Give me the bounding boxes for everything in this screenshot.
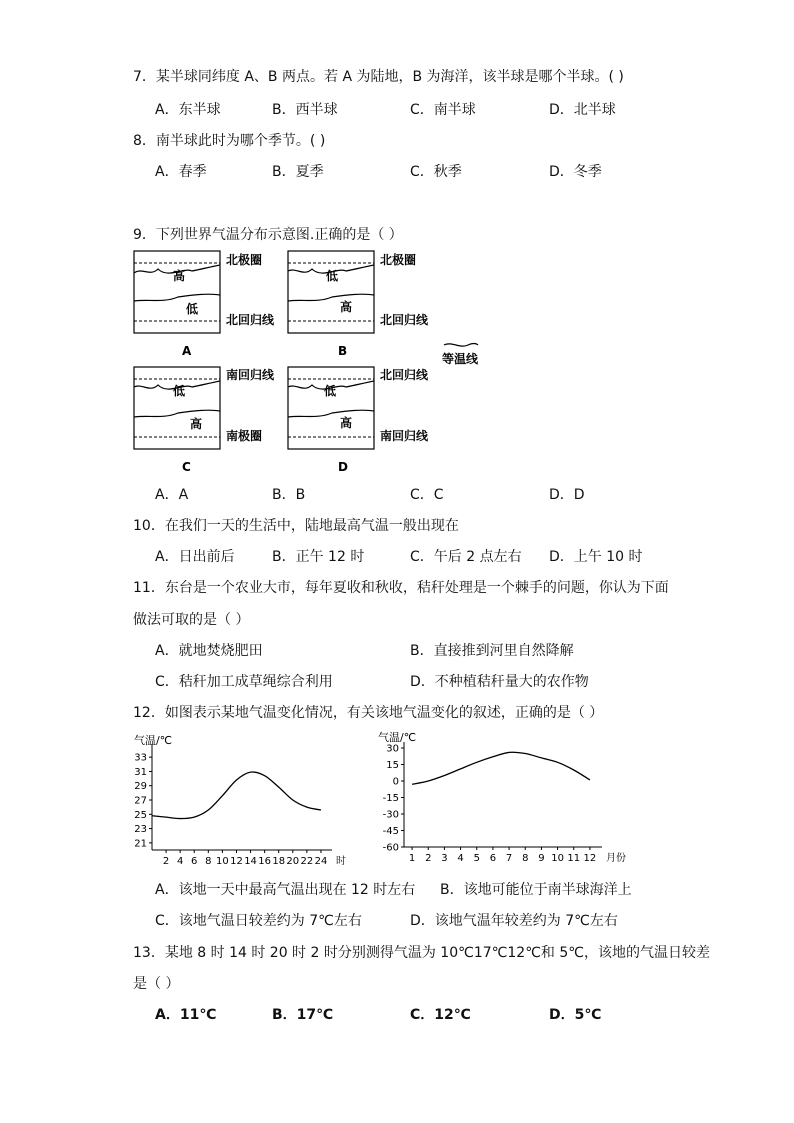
- x-tick-label: 9: [538, 853, 545, 864]
- x-tick-label: 16: [258, 856, 272, 867]
- map-d-lower-label: 高: [340, 416, 353, 430]
- x-tick-label: 12: [230, 856, 243, 867]
- map-a: [134, 251, 275, 358]
- q11-stem-line1: 11．东台是一个农业大市，每年夏收和秋收，秸秆处理是一个棘手的问题，你认为下面: [133, 580, 669, 596]
- x-tick-label: 4: [176, 856, 184, 867]
- x-tick-label: 6: [489, 853, 497, 864]
- q11-option-c[interactable]: C．秸秆加工成草绳综合利用: [155, 674, 333, 690]
- q12-option-a[interactable]: A．该地一天中最高气温出现在 12 时左右: [155, 882, 416, 898]
- x-tick-label: 7: [505, 853, 513, 864]
- isotherm-legend: [442, 344, 479, 367]
- q13-stem-line1: 13．某地 8 时 14 时 20 时 2 时分别测得气温为 10℃17℃12℃和 5℃，该地的气温日较差: [133, 945, 710, 961]
- q11-option-b[interactable]: B．直接推到河里自然降解: [410, 643, 574, 659]
- q10-option-c[interactable]: C．午后 2 点左右: [410, 549, 522, 565]
- daily-temperature-chart: [128, 728, 358, 868]
- y-tick-label: 31: [134, 766, 147, 778]
- annual-temperature-line: [412, 752, 590, 784]
- map-a-bottom-line-label: 北回归线: [226, 313, 275, 327]
- x-tick-label: 24: [314, 856, 328, 867]
- q9-option-c[interactable]: C．C: [410, 487, 444, 503]
- q10-option-a[interactable]: A．日出前后: [155, 549, 235, 565]
- q10-option-d[interactable]: D．上午 10 时: [549, 549, 643, 565]
- q9-option-d[interactable]: D．D: [549, 487, 585, 503]
- y-tick-label: 15: [386, 760, 399, 771]
- q13-option-b[interactable]: B．17℃: [272, 1007, 334, 1023]
- q11-option-d[interactable]: D．不种植秸秆量大的农作物: [410, 674, 589, 690]
- map-d-top-line-label: 北回归线: [380, 368, 429, 382]
- y-tick-label: 29: [134, 781, 147, 793]
- x-axis-label: 月份: [606, 853, 626, 864]
- x-tick-label: 5: [473, 853, 480, 864]
- y-tick-label: 33: [134, 752, 147, 764]
- x-tick-label: 18: [272, 856, 286, 867]
- q8-option-a[interactable]: A．春季: [155, 164, 207, 180]
- q7-option-d[interactable]: D．北半球: [549, 102, 616, 118]
- q12-stem: 12．如图表示某地气温变化情况，有关该地气温变化的叙述，正确的是（ ）: [133, 705, 604, 721]
- y-tick-label: 27: [134, 795, 147, 807]
- y-tick-label: -45: [382, 826, 399, 837]
- x-tick-label: 12: [583, 853, 597, 864]
- q10-option-b[interactable]: B．正午 12 时: [272, 549, 365, 565]
- q8-option-d[interactable]: D．冬季: [549, 164, 602, 180]
- q13-option-d[interactable]: D．5℃: [549, 1007, 602, 1023]
- annual-chart-ylabel: 气温/℃: [378, 731, 417, 744]
- x-tick-label: 1: [408, 853, 416, 864]
- x-tick-label: 6: [191, 856, 198, 867]
- x-tick-label: 4: [457, 853, 464, 864]
- x-tick-label: 11: [567, 853, 581, 864]
- q12-option-b[interactable]: B．该地可能位于南半球海洋上: [440, 882, 632, 898]
- q8-stem: 8．南半球此时为哪个季节。( ): [133, 133, 326, 149]
- q8-option-c[interactable]: C．秋季: [410, 164, 462, 180]
- q9-option-a[interactable]: A．A: [155, 487, 189, 503]
- isotherm-legend-symbol: [444, 344, 478, 347]
- daily-temperature-line: [152, 772, 321, 819]
- q13-option-a[interactable]: A．11℃: [155, 1007, 217, 1023]
- x-tick-label: 2: [425, 853, 432, 864]
- map-b: [288, 251, 429, 358]
- q12-option-d[interactable]: D．该地气温年较差约为 7℃左右: [410, 913, 618, 929]
- q9-stem: 9．下列世界气温分布示意图.正确的是（ ）: [133, 227, 403, 243]
- x-tick-label: 20: [286, 856, 300, 867]
- x-axis-label: 时: [336, 856, 346, 867]
- map-c-lower-label: 高: [190, 417, 203, 431]
- map-a-upper-label: 高: [173, 269, 186, 283]
- q8-option-b[interactable]: B．夏季: [272, 164, 324, 180]
- y-tick-label: -60: [382, 842, 399, 854]
- annual-temperature-chart: [370, 728, 640, 868]
- map-b-lower-label: 高: [340, 300, 353, 314]
- map-c-letter: C: [182, 460, 191, 474]
- map-c-upper-label: 低: [173, 384, 186, 398]
- y-tick-label: -30: [382, 809, 399, 821]
- map-b-bottom-line-label: 北回归线: [380, 313, 429, 327]
- x-tick-label: 8: [522, 853, 529, 864]
- map-b-letter: B: [338, 344, 348, 358]
- map-a-top-line-label: 北极圈: [226, 253, 263, 267]
- q13-option-c[interactable]: C．12℃: [410, 1007, 471, 1023]
- x-tick-label: 2: [162, 856, 170, 867]
- y-tick-label: 0: [392, 776, 399, 788]
- q7-option-a[interactable]: A．东半球: [155, 102, 221, 118]
- x-tick-label: 10: [216, 856, 229, 867]
- y-tick-label: 30: [386, 743, 399, 755]
- map-a-letter: A: [182, 344, 192, 358]
- map-b-top-line-label: 北极圈: [380, 253, 417, 267]
- y-tick-label: 23: [134, 824, 147, 836]
- y-tick-label: 21: [134, 838, 147, 850]
- x-tick-label: 22: [300, 856, 314, 867]
- map-d-bottom-line-label: 南回归线: [380, 429, 429, 443]
- x-tick-label: 8: [205, 856, 212, 867]
- y-tick-label: 25: [134, 809, 147, 821]
- map-c-bottom-line-label: 南极圈: [226, 429, 263, 443]
- daily-chart-ylabel: 气温/℃: [134, 734, 173, 747]
- q10-stem: 10．在我们一天的生活中，陆地最高气温一般出现在: [133, 518, 459, 534]
- q13-stem-line2: 是（ ）: [133, 976, 180, 992]
- q12-option-c[interactable]: C．该地气温日较差约为 7℃左右: [155, 913, 362, 929]
- x-tick-label: 3: [441, 853, 448, 864]
- q7-option-b[interactable]: B．西半球: [272, 102, 338, 118]
- map-a-lower-label: 低: [186, 302, 199, 316]
- x-tick-label: 10: [551, 853, 564, 864]
- map-b-upper-label: 低: [326, 269, 339, 283]
- map-c-top-line-label: 南回归线: [226, 368, 275, 382]
- map-d-letter: D: [338, 460, 348, 474]
- map-d-upper-label: 低: [324, 384, 337, 398]
- q7-option-c[interactable]: C．南半球: [410, 102, 476, 118]
- map-c: [134, 367, 275, 474]
- temperature-distribution-figure: [128, 245, 488, 477]
- q7-stem: 7．某半球同纬度 A、B 两点。若 A 为陆地，B 为海洋，该半球是哪个半球。( ): [133, 69, 624, 85]
- q11-stem-line2: 做法可取的是（ ）: [133, 612, 250, 628]
- q11-option-a[interactable]: A．就地焚烧肥田: [155, 643, 263, 659]
- map-d: [288, 367, 429, 474]
- y-tick-label: -15: [382, 793, 399, 804]
- x-tick-label: 14: [244, 856, 257, 867]
- isotherm-legend-label: 等温线: [442, 352, 479, 366]
- q9-option-b[interactable]: B．B: [272, 487, 306, 503]
